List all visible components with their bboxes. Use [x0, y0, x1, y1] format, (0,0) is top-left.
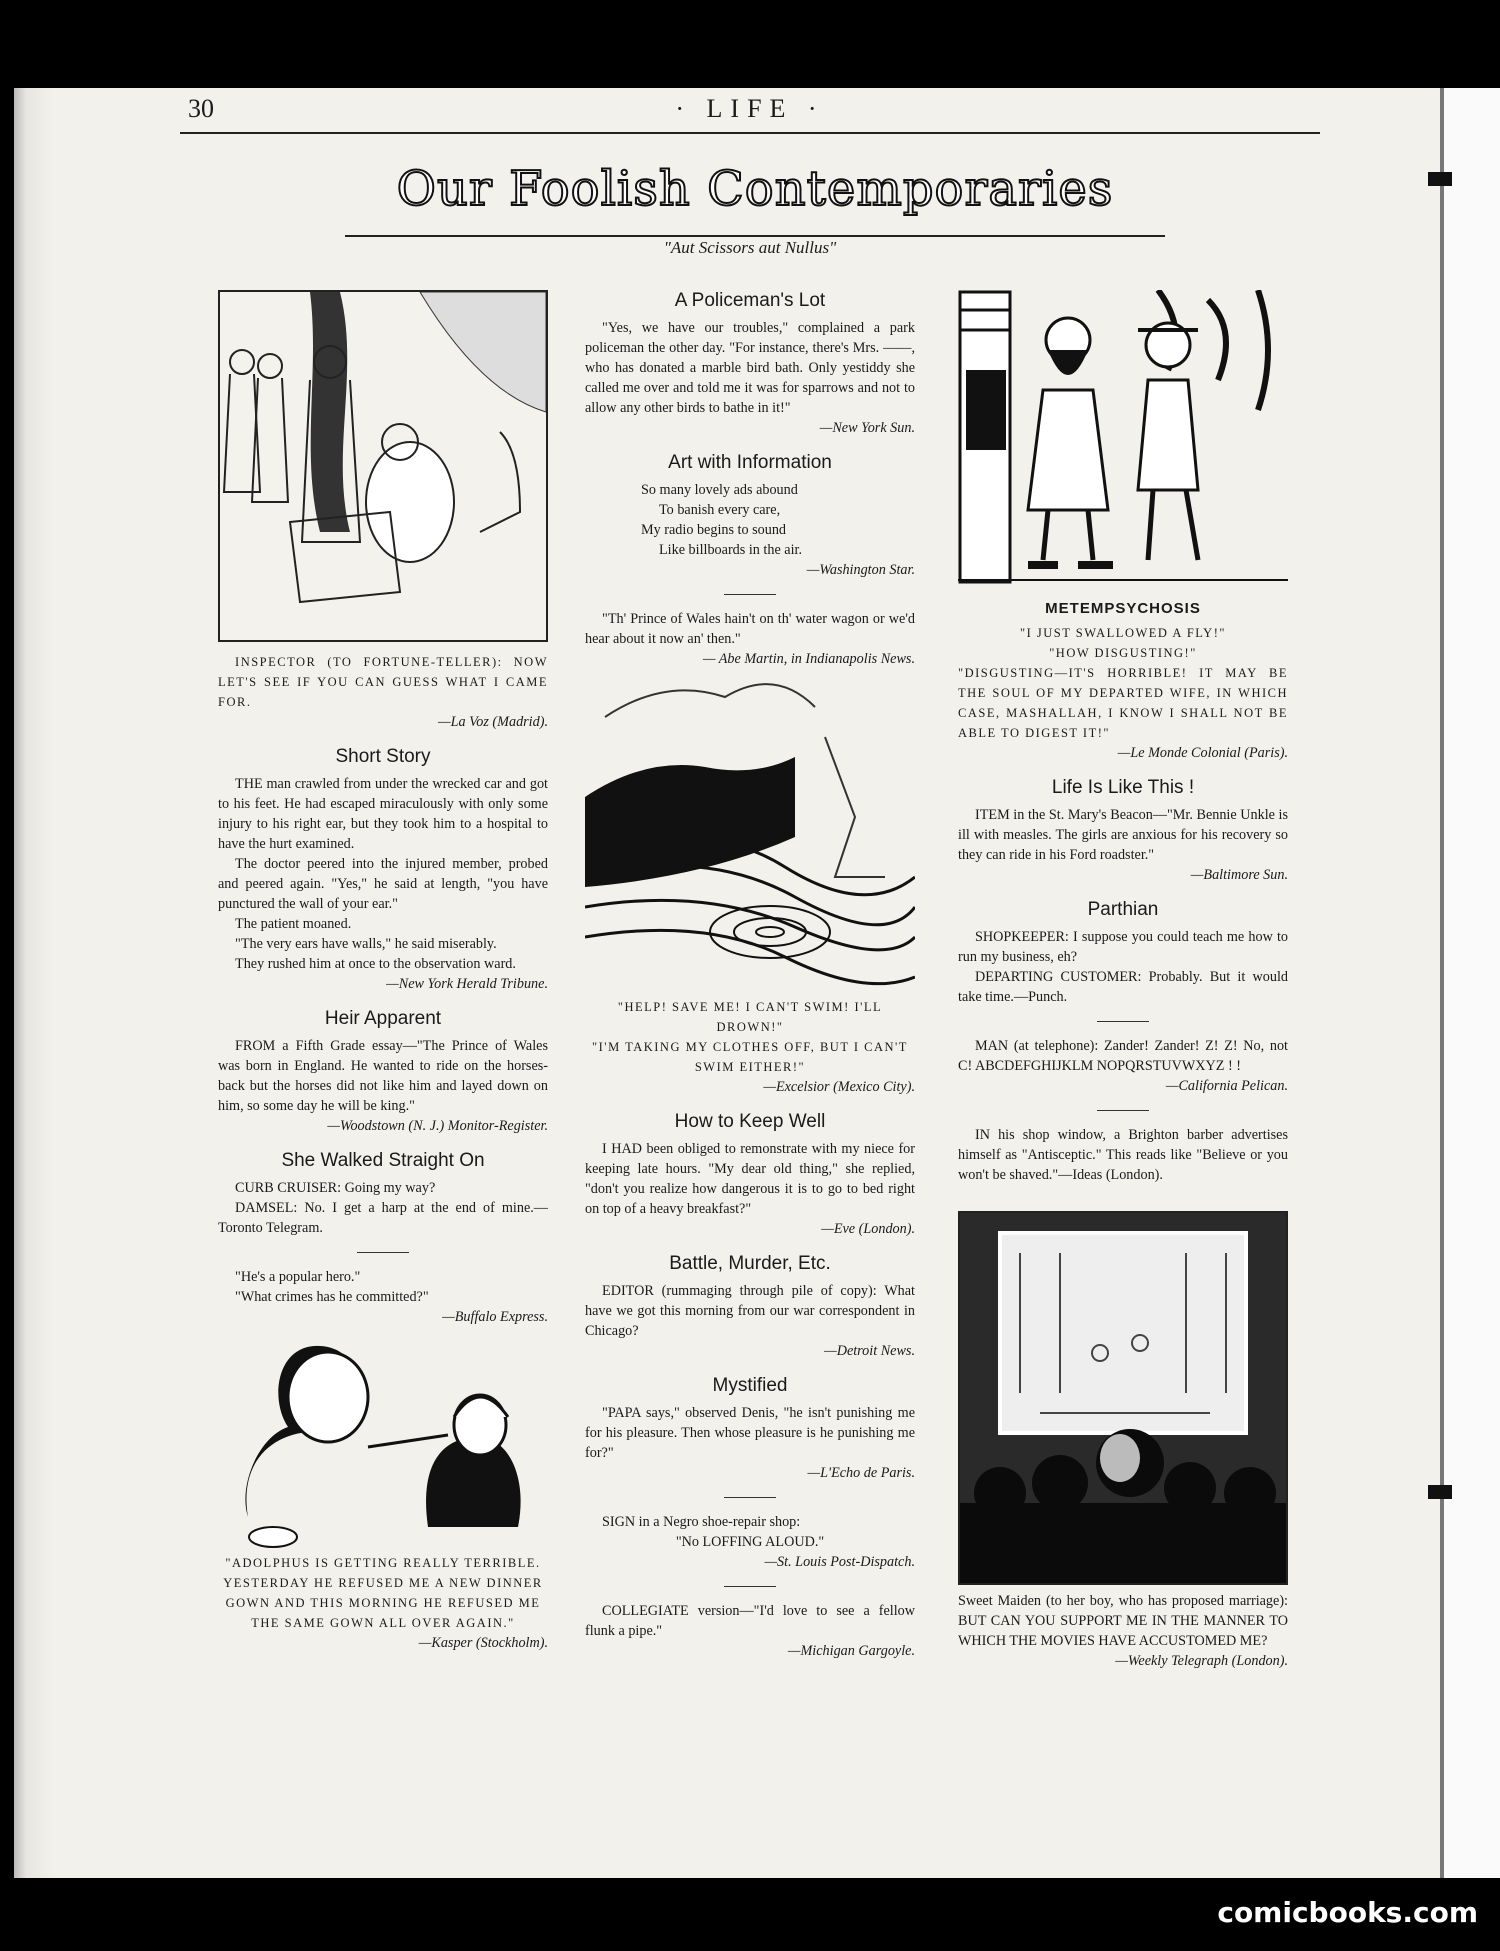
poem-line: To banish every care,	[659, 502, 781, 518]
binding-clip	[1428, 172, 1452, 186]
cartoon-source: —Kasper (Stockholm).	[418, 1635, 548, 1651]
cartoon-caption: "HELP! SAVE ME! I CAN'T SWIM! I'LL DROWN!"	[617, 1000, 883, 1034]
article-source: —L'Echo de Paris.	[807, 1465, 915, 1481]
article-source: —New York Herald Tribune.	[386, 976, 548, 992]
whirlpool-cartoon	[585, 677, 915, 997]
article-paragraph: The doctor peered into the injured member, probed and peered again. "Yes," he said at length, "you have punctured the wall of your ear."	[218, 856, 548, 912]
article-source: —Baltimore Sun.	[1190, 867, 1288, 883]
article-paragraph: "No LOFFING ALOUD."	[675, 1534, 825, 1550]
cartoon-source: —Excelsior (Mexico City).	[763, 1079, 915, 1095]
cartoon-source: —La Voz (Madrid).	[438, 714, 548, 730]
cartoon-caption: Sweet Maiden (to her boy, who has proposed marriage): BUT CAN YOU SUPPORT ME IN THE MANNER TO WHICH THE MOVIES HAVE ACCUSTOMED ME?	[958, 1593, 1288, 1649]
poem	[585, 480, 915, 560]
cartoon-caption: INSPECTOR (TO FORTUNE-TELLER): NOW LET'S SEE IF YOU CAN GUESS WHAT I CAME FOR.	[218, 655, 548, 709]
article-source: —New York Sun.	[819, 420, 915, 436]
cartoon-caption: "I'M TAKING MY CLOTHES OFF, BUT I CAN'T SWIM EITHER!"	[592, 1040, 908, 1074]
banner-motto: "Aut Scissors aut Nullus"	[663, 238, 837, 257]
article-title: METEMPSYCHOSIS	[1045, 600, 1201, 617]
article-paragraph: The patient moaned.	[235, 916, 352, 932]
article-title: She Walked Straight On	[281, 1150, 485, 1171]
article-source: —Washington Star.	[806, 562, 915, 578]
article-paragraph: FROM a Fifth Grade essay—"The Prince of Wales was born in England. He wanted to ride on the horses-back but the horses did not like him and layed down on him, so some day he will be king."	[218, 1038, 548, 1114]
article-source: —Woodstown (N. J.) Monitor-Register.	[327, 1118, 548, 1134]
article-paragraph: "The very ears have walls," he said miserably.	[235, 936, 497, 952]
article-paragraph: "HOW DISGUSTING!"	[1049, 646, 1197, 660]
article-source: —Michigan Gargoyle.	[787, 1643, 915, 1659]
poem-line: My radio begins to sound	[641, 522, 787, 538]
divider	[724, 1497, 776, 1498]
article-paragraph: ITEM in the St. Mary's Beacon—"Mr. Bennie Unkle is ill with measles. The girls are anxious for his recovery so they can ride in his Ford roadster."	[958, 807, 1288, 863]
article-paragraph: SHOPKEEPER: I suppose you could teach me how to run my business, eh?	[958, 929, 1288, 965]
binding-edge	[1440, 88, 1500, 1878]
article-paragraph: "What crimes has he committed?"	[235, 1289, 429, 1305]
article-paragraph: They rushed him at once to the observation ward.	[235, 956, 516, 972]
article-source: —Detroit News.	[824, 1343, 915, 1359]
article-source: —St. Louis Post-Dispatch.	[764, 1554, 915, 1570]
article-paragraph: "Th' Prince of Wales hain't on th' water wagon or we'd hear about it now an' then."	[585, 611, 915, 647]
article-title: Parthian	[1087, 899, 1159, 920]
poem-line: So many lovely ads abound	[641, 482, 798, 498]
article-paragraph: "DISGUSTING—IT'S HORRIBLE! IT MAY BE THE SOUL OF MY DEPARTED WIFE, IN WHICH CASE, MASHALLAH, I KNOW I SHALL NOT BE ABLE TO DIGEST IT!"	[958, 666, 1288, 740]
article-title: How to Keep Well	[674, 1111, 826, 1132]
article-paragraph: "PAPA says," observed Denis, "he isn't punishing me for his pleasure. Then whose pleasure is he punishing me for?"	[585, 1405, 915, 1461]
column-right	[958, 290, 1288, 1675]
article-paragraph: COLLEGIATE version—"I'd love to see a fellow flunk a pipe."	[585, 1603, 915, 1639]
article-paragraph: "I JUST SWALLOWED A FLY!"	[1020, 626, 1226, 640]
page-header	[180, 94, 1320, 134]
page-number: 30	[188, 94, 214, 123]
article-title: Mystified	[712, 1375, 788, 1396]
article-paragraph: DAMSEL: No. I get a harp at the end of mine.—Toronto Telegram.	[218, 1200, 548, 1236]
poem-line: Like billboards in the air.	[659, 542, 803, 558]
divider	[724, 1586, 776, 1587]
article-paragraph: IN his shop window, a Brighton barber advertises himself as "Antisceptic." This reads like "Believe or you won't be shaved."—Ideas (London).	[958, 1127, 1288, 1183]
cartoon-caption: "ADOLPHUS IS GETTING REALLY TERRIBLE. YESTERDAY HE REFUSED ME A NEW DINNER GOWN AND THIS MORNING HE REFUSED ME THE SAME GOWN ALL OVER AGAIN."	[223, 1556, 543, 1630]
page-edge	[14, 88, 54, 1878]
article-paragraph: EDITOR (rummaging through pile of copy): What have we got this morning from our war correspondent in Chicago?	[585, 1283, 915, 1339]
article-source: —California Pelican.	[1165, 1078, 1288, 1094]
section-banner	[345, 155, 1165, 237]
metempsychosis-cartoon	[958, 290, 1288, 590]
article-paragraph: DEPARTING CUSTOMER: Probably. But it would take time.—Punch.	[958, 969, 1288, 1005]
movie-theatre-cartoon	[958, 1211, 1288, 1585]
article-source: —Buffalo Express.	[442, 1309, 548, 1325]
article-paragraph: SIGN in a Negro shoe-repair shop:	[602, 1514, 801, 1530]
divider	[724, 594, 776, 595]
article-title: A Policeman's Lot	[674, 290, 826, 311]
site-watermark: comicbooks.com	[1217, 1896, 1478, 1929]
article-paragraph: CURB CRUISER: Going my way?	[235, 1180, 436, 1196]
article-paragraph: I HAD been obliged to remonstrate with my niece for keeping late hours. "My dear old thing," she replied, "don't you realize how dangerous it is to go to bed right on top of a heavy breakfast?"	[585, 1141, 915, 1217]
magazine-title: · LIFE ·	[675, 94, 825, 123]
article-title: Heir Apparent	[324, 1008, 442, 1029]
article-source: —Le Monde Colonial (Paris).	[1117, 745, 1288, 761]
article-paragraph: MAN (at telephone): Zander! Zander! Z! Z! No, not C! ABCDEFGHIJKLM NOPQRSTUVWXYZ ! !	[958, 1038, 1288, 1074]
article-title: Art with Information	[668, 452, 832, 473]
article-paragraph: "He's a popular hero."	[235, 1269, 361, 1285]
divider	[1097, 1110, 1149, 1111]
fortune-teller-cartoon	[218, 290, 548, 642]
column-left	[218, 290, 548, 1657]
divider	[1097, 1021, 1149, 1022]
article-title: Battle, Murder, Etc.	[669, 1253, 831, 1274]
column-middle	[585, 290, 915, 1665]
banner-title: Our Foolish Contemporaries	[396, 161, 1114, 217]
dinner-gown-cartoon	[218, 1337, 548, 1553]
article-source: —Eve (London).	[821, 1221, 915, 1237]
article-title: Short Story	[335, 746, 431, 767]
article-source: — Abe Martin, in Indianapolis News.	[702, 651, 915, 667]
cartoon-source: —Weekly Telegraph (London).	[1115, 1653, 1288, 1669]
article-paragraph: "Yes, we have our troubles," complained a park policeman the other day. "For instance, there's Mrs. ——, who has donated a marble bird bath. Only yestiddy she called me over and told me it was for sparrows and not to allow any other birds to bathe in it!"	[585, 320, 915, 416]
article-paragraph: THE man crawled from under the wrecked car and got to his feet. He had escaped miraculously with only some injury to his right ear, but they took him to a hospital to have the hurt examined.	[218, 776, 548, 852]
article-title: Life Is Like This !	[1051, 777, 1195, 798]
binding-clip	[1428, 1485, 1452, 1499]
divider	[357, 1252, 409, 1253]
